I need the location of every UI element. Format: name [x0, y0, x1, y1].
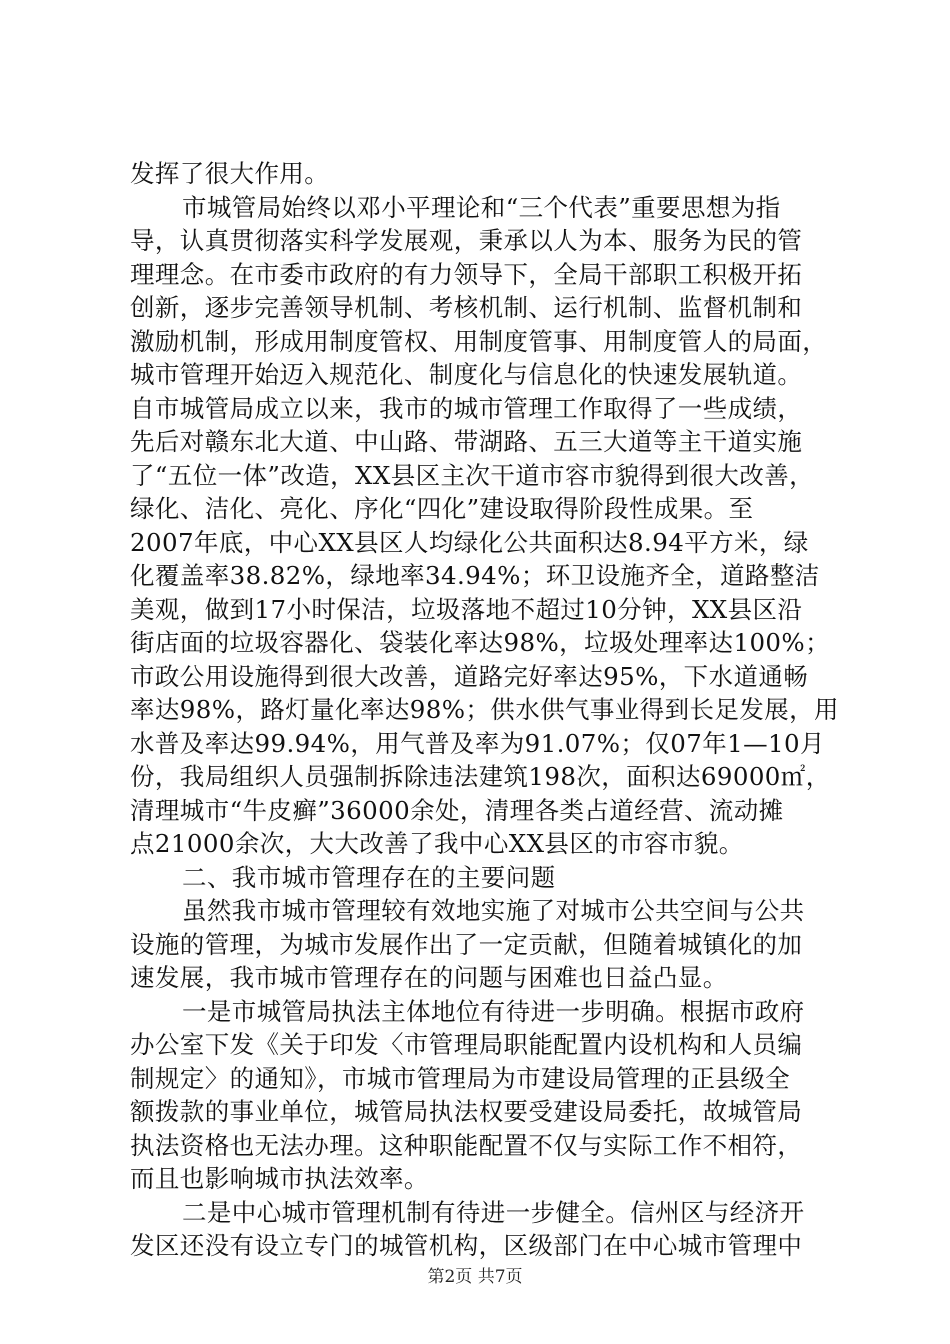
text-line: 办公室下发《关于印发〈市管理局职能配置内设机构和人员编 — [130, 1030, 803, 1059]
text-line: 点21000余次，大大改善了我中心XX县区的市容市貌。 — [130, 829, 744, 858]
text-line: 发挥了很大作用。 — [130, 159, 330, 188]
text-line: 先后对赣东北大道、中山路、带湖路、五三大道等主干道实施 — [130, 427, 803, 456]
text-line: 导，认真贯彻落实科学发展观，秉承以人为本、服务为民的管 — [130, 226, 803, 255]
text-line: 一是市城管局执法主体地位有待进一步明确。根据市政府 — [182, 996, 805, 1026]
text-line: 绿化、洁化、亮化、序化“四化”建设取得阶段性成果。至 — [130, 494, 754, 523]
text-line: 制规定〉的通知》，市城市管理局为市建设局管理的正县级全 — [130, 1063, 791, 1093]
text-line: 份，我局组织人员强制拆除违法建筑198次，面积达69000㎡， — [130, 762, 831, 791]
text-line: 化覆盖率38.82%，绿地率34.94%；环卫设施齐全，道路整洁 — [130, 561, 820, 590]
document-body — [130, 157, 839, 1263]
text-line: 激励机制，形成用制度管权、用制度管事、用制度管人的局面， — [130, 326, 828, 356]
text-line: 了“五位一体”改造，XX县区主次干道市容市貌得到很大改善， — [130, 460, 815, 490]
text-line: 街店面的垃圾容器化、袋装化率达98%，垃圾处理率达100%； — [130, 628, 830, 657]
text-line: 速发展，我市城市管理存在的问题与困难也日益凸显。 — [130, 963, 728, 992]
text-line: 2007年底，中心XX县区人均绿化公共面积达8.94平方米，绿 — [130, 527, 809, 557]
text-line: 美观，做到17小时保洁，垃圾落地不超过10分钟，XX县区沿 — [130, 594, 803, 624]
page-footer — [0, 1262, 950, 1287]
text-line: 执法资格也无法办理。这种职能配置不仅与实际工作不相符， — [130, 1130, 803, 1160]
text-line: 率达98%，路灯量化率达98%；供水供气事业得到长足发展，用 — [130, 695, 839, 724]
text-line: 市政公用设施得到很大改善，道路完好率达95%，下水道通畅 — [130, 661, 809, 691]
text-line: 额拨款的事业单位，城管局执法权要受建设局委托，故城管局 — [130, 1097, 803, 1126]
text-line: 发区还没有设立专门的城管机构，区级部门在中心城市管理中 — [130, 1231, 803, 1260]
text-line: 理理念。在市委市政府的有力领导下，全局干部职工积极开拓 — [130, 259, 803, 289]
text-line: 虽然我市城市管理较有效地实施了对城市公共空间与公共 — [182, 896, 805, 925]
text-line: 二是中心城市管理机制有待进一步健全。信州区与经济开 — [182, 1197, 805, 1227]
text-line: 设施的管理，为城市发展作出了一定贡献，但随着城镇化的加 — [130, 929, 803, 959]
text-line: 创新，逐步完善领导机制、考核机制、运行机制、监督机制和 — [130, 293, 803, 322]
text-line: 城市管理开始迈入规范化、制度化与信息化的快速发展轨道。 — [130, 360, 803, 389]
text-line: 清理城市“牛皮癣”36000余处，清理各类占道经营、流动摊 — [130, 795, 784, 825]
text-line: 二、我市城市管理存在的主要问题 — [182, 862, 556, 892]
text-line: 水普及率达99.94%，用气普及率为91.07%；仅07年1—10月 — [130, 728, 825, 758]
page-number: 第2页 共7页 — [427, 1267, 523, 1287]
text-line: 市城管局始终以邓小平理论和“三个代表”重要思想为指 — [182, 192, 781, 222]
text-line: 自市城管局成立以来，我市的城市管理工作取得了一些成绩， — [130, 393, 803, 423]
text-line: 而且也影响城市执法效率。 — [130, 1164, 429, 1193]
